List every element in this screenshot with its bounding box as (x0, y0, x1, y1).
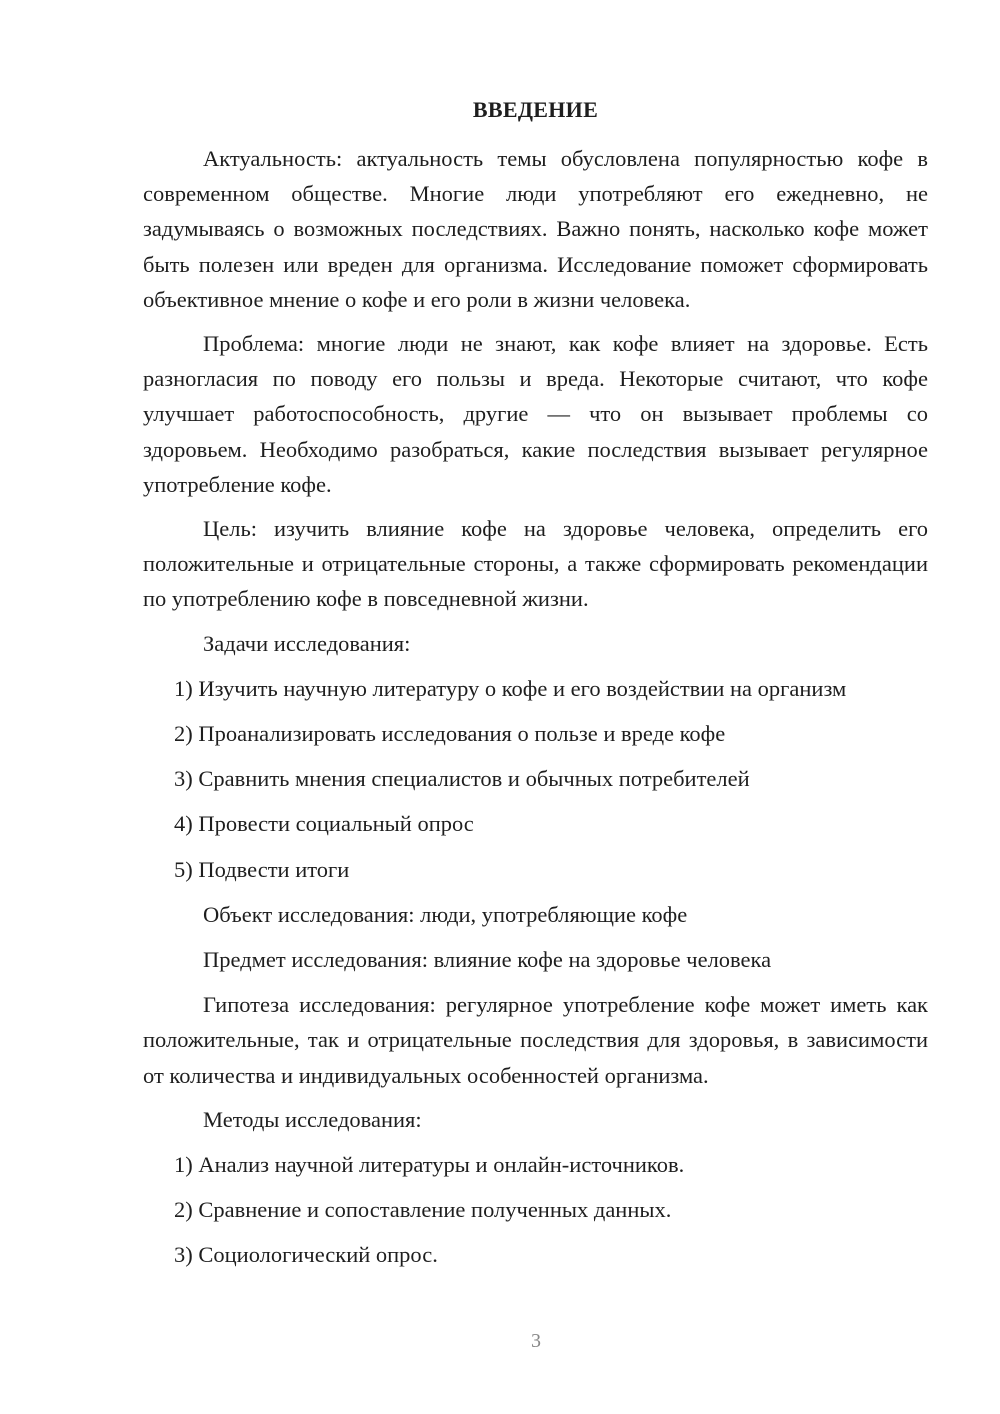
research-object: Объект исследования: люди, употребляющие кофе (203, 901, 688, 927)
list-item: 5) Подвести итоги (174, 856, 350, 882)
list-item: 3) Сравнить мнения специалистов и обычных потребителей (174, 766, 750, 792)
page-title: ВВЕДЕНИЕ (472, 97, 599, 122)
list-item: 4) Провести социальный опрос (174, 811, 474, 837)
goal-paragraph: Цель: изучить влияние кофе на здоровье человека, определить его положительные и отрицательные стороны, а также сформировать рекомендации по употреблению кофе в повседневной жизни. (143, 516, 928, 612)
problem-paragraph: Проблема: многие люди не знают, как кофе влияет на здоровье. Есть разногласия по поводу его пользы и вреда. Некоторые считают, что кофе улучшает работоспособность, другие — что он вызывает проблемы со здоровьем. Необходимо разобраться, какие последствия вызывает регулярное употребление кофе. (143, 331, 928, 497)
page-number: 3 (531, 1330, 541, 1352)
list-item: 1) Анализ научной литературы и онлайн-источников. (174, 1152, 685, 1178)
list-item: 2) Сравнение и сопоставление полученных данных. (174, 1197, 672, 1223)
list-item: 3) Социологический опрос. (174, 1242, 438, 1268)
document-page (143, 92, 928, 1283)
tasks-list (143, 671, 928, 887)
relevance-paragraph: Актуальность: актуальность темы обусловлена популярностью кофе в современном обществе. Многие люди употребляют его ежедневно, не задумываясь о возможных последствиях. Важно понять, насколько кофе может быть полезен или вреден для организма. Исследование поможет сформировать объективное мнение о кофе и его роли в жизни человека. (143, 146, 928, 312)
methods-heading: Методы исследования: (203, 1106, 422, 1132)
hypothesis-paragraph: Гипотеза исследования: регулярное употребление кофе может иметь как положительные, так и отрицательные последствия для здоровья, в зависимости от количества и индивидуальных особенностей организма. (143, 992, 928, 1088)
list-item: 2) Проанализировать исследования о пользе и вреде кофе (174, 721, 726, 747)
list-item: 1) Изучить научную литературу о кофе и его воздействии на организм (174, 675, 847, 701)
tasks-heading: Задачи исследования: (203, 630, 411, 656)
methods-list (143, 1147, 928, 1273)
research-subject: Предмет исследования: влияние кофе на здоровье человека (203, 947, 772, 973)
